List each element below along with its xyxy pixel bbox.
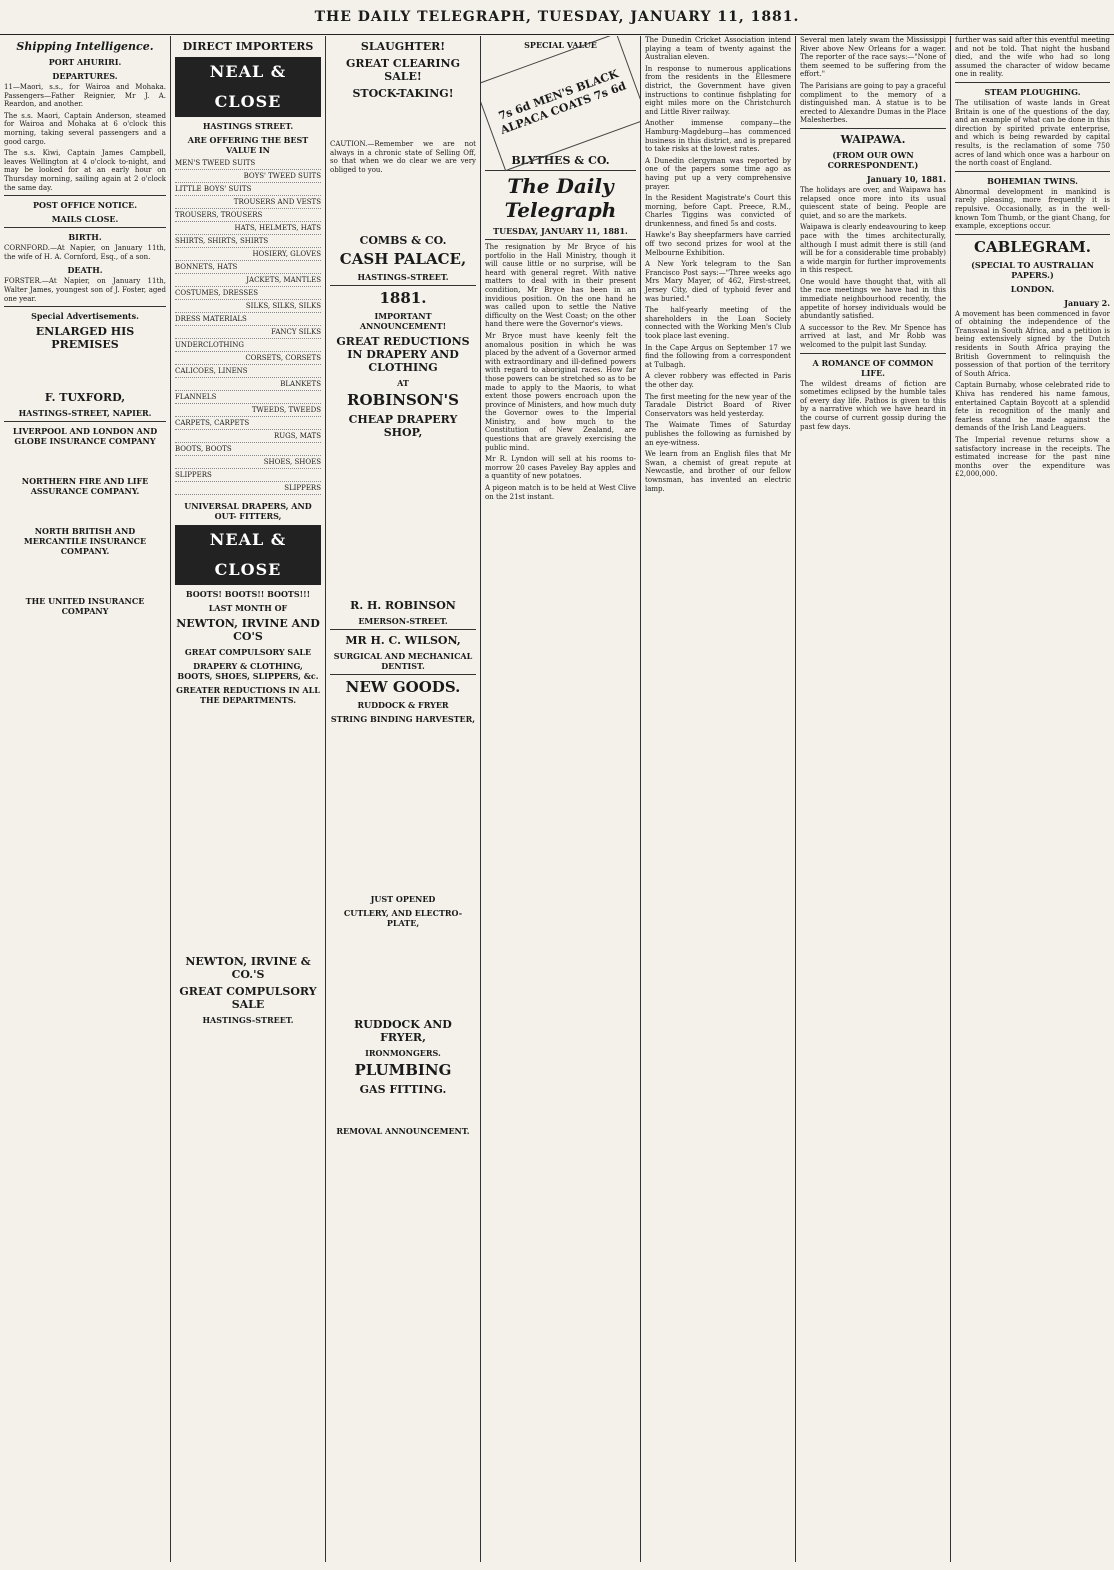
newspaper-title: The Daily Telegraph [504,174,617,222]
clearing: GREAT CLEARING SALE! [345,57,460,83]
compulsory-heading: GREAT COMPULSORY SALE [184,647,312,657]
column-cable [951,36,1114,1562]
paragraph: Hawke's Bay sheepfarmers have carried off two second prizes for wool at the Melbourne Exhibition. [645,231,791,257]
ad-item: FLANNELS [175,391,321,404]
column-ads [326,36,480,1562]
tuxford-name: F. TUXFORD, [44,391,126,405]
ad-item: TROUSERS AND VESTS [175,196,321,209]
paragraph: A New York telegram to the San Francisco Post says:—"Three weeks ago Mrs Mary Mayer, of 462, First-street, Jersey City, died of typhoid fever and was buried." [645,260,791,303]
united-heading: THE UNITED INSURANCE COMPANY [25,596,145,617]
waipawa-date: January 10, 1881. [866,173,946,184]
romance-heading: A ROMANCE OF COMMON LIFE. [812,357,934,378]
removal: REMOVAL ANNOUNCEMENT. [336,1126,470,1137]
last-month: LAST MONTH OF [208,603,288,613]
birth-heading: BIRTH. [68,232,102,243]
column-editorial [481,36,640,1562]
universal: UNIVERSAL DRAPERS, AND OUT- FITTERS, [184,501,312,521]
greater-heading: GREATER REDUCTIONS IN ALL THE DEPARTMENTS. [176,685,320,705]
mails-heading: MAILS CLOSE. [51,214,119,225]
ad-item: BLANKETS [175,378,321,391]
bohemian-heading: BOHEMIAN TWINS. [987,175,1078,186]
cablegram-heading: CABLEGRAM. [974,237,1091,256]
paragraph: Captain Burnaby, whose celebrated ride to Khiva has rendered his name famous, entertained Captain Boycott at a splendid fete in recognition of the manly and fearless stand he made against the demands of the Irish Land Leaguers. [955,381,1110,433]
paragraph: The Parisians are going to pay a graceful compliment to the memory of a distinguished man. A statue is to be erected to Alexandre Dumas in the Place Malesherbes. [800,81,946,125]
liverpool-heading: LIVERPOOL AND LONDON AND GLOBE INSURANCE COMPANY [12,426,158,447]
hs-footer: HASTINGS-STREET. [202,1015,294,1025]
items-list [175,157,321,495]
newton-heading-2: NEWTON, IRVINE & CO.'S [185,955,311,981]
boots-heading: BOOTS! BOOTS!! BOOTS!!! [185,589,311,599]
ad-item: HATS, HELMETS, HATS [175,222,321,235]
robinson: ROBINSON'S [347,391,459,410]
departures-heading: DEPARTURES. [52,71,118,81]
combs: COMBS & CO. [359,234,447,248]
paragraph: The first meeting for the new year of the Taradale District Board of River Conservators was held yesterday. [645,392,791,418]
paragraph: The holidays are over, and Waipawa has relapsed once more into its usual quiescent state of being. People are quiet, and so are the markets. [800,185,946,220]
paragraph: The half-yearly meeting of the shareholders in the Loan Society connected with the Working Men's Club took place last evening. [645,306,791,340]
paragraph: The resignation by Mr Bryce of his portfolio in the Hall Ministry, though it will cause little or no surprise, will be heard with general regret. With native matters to deal with in their present condition, Mr Bryce has been in an invidious position. On the one hand he was called upon to settle the Native difficulty on the West Coast; on the other hand there were the Governor's views. [485,243,636,329]
ad-item: TWEEDS, TWEEDS [175,404,321,417]
paragraph: Several men lately swam the Mississippi River above New Orleans for a wager. The reporter of the race says:—"None of them seemed to be suffering from the effort." [800,36,946,79]
harvester: STRING BINDING HARVESTER, [330,714,476,725]
ad-item: SLIPPERS [175,469,321,482]
tuxford-address: HASTINGS-STREET, NAPIER. [18,408,152,419]
neal-close-banner: NEAL & CLOSE [175,57,321,117]
at: AT [397,378,409,389]
cable-date: January 2. [1064,297,1110,308]
masthead: THE DAILY TELEGRAPH, TUESDAY, JANUARY 11, 1881. [0,0,1114,35]
cutlery: CUTLERY, AND ELECTRO-PLATE, [343,908,463,929]
paragraph: In the Resident Magistrate's Court this morning, before Capt. Preece, R.M., Charles Tiggins was convicted of drunkenness, and fined 5s and costs. [645,194,791,228]
plumbing: PLUMBING [354,1061,452,1080]
ad-item: SHIRTS, SHIRTS, SHIRTS [175,235,321,248]
paragraph: The wildest dreams of fiction are sometimes eclipsed by the humble tales of every day life. Pathos is given to this by a narrative which we have heard in the course of current gossip during the past few days. [800,379,946,431]
direct-importers: DIRECT IMPORTERS [182,40,314,53]
ad-item: JACKETS, MANTLES [175,274,321,287]
paragraph: Mr Bryce must have keenly felt the anomalous position in which he was placed by the advent of a Governor armed with extraordinary and ill-defined powers with regard to aboriginal races. How far those powers can be stretched so as to be made to apply to the Maoris, to what extent those powers encroach upon the province of Ministers, and how much duty the Governor owes to the Imperial Ministry, and how much to the Constitution of New Zealand, are questions that are gravely exercising the public mind. [485,331,636,452]
special-heading: (SPECIAL TO AUSTRALIAN PAPERS.) [971,259,1094,280]
important: IMPORTANT ANNOUNCEMENT! [359,311,447,332]
ad-item: CALICOES, LINENS [175,365,321,378]
london-heading: LONDON. [1010,283,1055,294]
ad-item: CARPETS, CARPETS [175,417,321,430]
nbm-heading: NORTH BRITISH AND MERCANTILE INSURANCE COMPANY. [23,526,147,557]
paragraph: A successor to the Rev. Mr Spence has arrived at last, and Mr Robb was welcomed to the pulpit last Sunday. [800,323,946,350]
special-value: SPECIAL VALUE [524,40,597,50]
birth-notice: CORNFORD.—At Napier, on January 11th, the wife of H. A. Cornford, Esq., of a son. [4,244,166,261]
northern-heading: NORTHERN FIRE AND LIFE ASSURANCE COMPANY. [21,476,149,497]
ironmongers: IRONMONGERS. [365,1048,441,1059]
emerson: EMERSON-STREET. [358,616,448,627]
ad-item: LITTLE BOYS' SUITS [175,183,321,196]
dentist: SURGICAL AND MECHANICAL DENTIST. [333,651,473,672]
newton-heading: NEWTON, IRVINE AND CO'S [176,617,320,643]
death-heading: DEATH. [67,265,103,276]
column-shipping [0,36,170,1562]
slaughter: SLAUGHTER! [360,40,446,53]
ad-item: DRESS MATERIALS [175,313,321,326]
paragraph: We learn from an English files that Mr Swan, a chemist of great repute at Newcastle, and brother of our fellow townsman, has invented an electric lamp. [645,450,791,493]
hstreet: HASTINGS-STREET. [357,272,449,283]
ad-item: HOSIERY, GLOVES [175,248,321,261]
alpaca-coats-stamp: 7s 6d MEN'S BLACK ALPACA COATS 7s 6d [481,36,640,171]
ad-item: COSTUMES, DRESSES [175,287,321,300]
paragraph: The Dunedin Cricket Association intend playing a team of twenty against the Australian eleven. [645,36,791,62]
column-neal-close [171,36,325,1562]
paragraph: In response to numerous applications from the residents in the Ellesmere district, the Government have given instructions to continue fishplating for eight miles more on the Christchurch and Little River railway. [645,64,791,116]
neal-close-banner-2: NEAL & CLOSE [175,525,321,585]
gcs-heading: GREAT COMPULSORY SALE [179,985,317,1011]
port-heading: PORT AHURIRI. [48,57,122,67]
ad-item: MEN'S TWEED SUITS [175,157,321,170]
paragraph: A Dunedin clergyman was reported by one of the papers some time ago as having put up a very comprehensive prayer. [645,156,791,191]
reductions: GREAT REDUCTIONS IN DRAPERY AND CLOTHING [336,335,470,375]
blythes: BLYTHES & CO. [511,154,610,167]
ad-item: SILKS, SILKS, SILKS [175,300,321,313]
issue-date: TUESDAY, JANUARY 11, 1881. [493,226,628,236]
cash-palace: CASH PALACE, [339,250,467,269]
waipawa-heading: WAIPAWA. [840,132,906,146]
enlarged-heading: ENLARGED HIS PREMISES [35,325,135,352]
ruddock: RUDDOCK & FRYER [357,700,449,711]
special-ads-heading: Special Advertisements. [31,311,139,322]
correspondent: (FROM OUR OWN CORRESPONDENT.) [827,149,919,170]
paragraph: Mr R. Lyndon will sell at his rooms to-morrow 20 cases Paveley Bay apples and a quantity of new potatoes. [485,455,636,481]
post-office-heading: POST OFFICE NOTICE. [32,200,138,211]
paragraph: One would have thought that, with all the race meetings we have had in this immediate neighbourhood recently, the appetite of horsey individuals would be abundantly satisfied. [800,277,946,321]
column-news [641,36,795,1562]
new-goods: NEW GOODS. [345,678,461,697]
shipping-heading: Shipping Intelligence. [16,40,154,53]
ad-item: SLIPPERS [175,482,321,495]
paragraph: A movement has been commenced in favor of obtaining the independence of the Transvaal in South Africa, and a petition is being extensively signed by the Dutch residents in South Africa praying the British Government to relinquish the possession of that portion of the territory of South Africa. [955,309,1110,378]
ad-item: BOYS' TWEED SUITS [175,170,321,183]
paragraph: 11—Maori, s.s., for Wairoa and Mohaka. Passengers—Father Reignier, Mr J. A. Reardon, and another. [4,83,166,109]
wilson: MR H. C. WILSON, [345,634,461,648]
paragraph: The Imperial revenue returns show a satisfactory increase in the receipts. The estimated increase for the past nine months over the expenditure was £2,000,000. [955,436,1110,479]
paragraph: The utilisation of waste lands in Great Britain is one of the questions of the day, and an example of what can be done in this direction by spirited private enterprise, and which is being rewarded by capital results, is the reclamation of some 750 acres of land which once was a harbour on the north coast of England. [955,98,1110,168]
offering: ARE OFFERING THE BEST VALUE IN [187,135,309,155]
stock: STOCK-TAKING! [352,87,454,100]
paragraph: Waipawa is clearly endeavouring to keep pace with the times architecturally, although I must admit there is still (and will be for a considerable time probably) a wide margin for further improvements in this respect. [800,223,946,275]
paragraph: further was said after this eventful meeting and not be told. That night the husband died, and the wife who had so long assumed the character of widow became one in reality. [955,36,1110,79]
steam-heading: STEAM PLOUGHING. [984,86,1081,97]
year: 1881. [379,289,427,308]
paragraph: Abnormal development in mankind is rarely pleasing, more frequently it is repulsive. Occasionally, as in the well-known Tom Thumb, or the giant Chang, for example, exceptions occur. [955,187,1110,231]
paragraph: A pigeon match is to be held at West Clive on the 21st instant. [485,484,636,501]
gas-fitting: GAS FITTING. [359,1083,447,1097]
ad-item: TROUSERS, TROUSERS [175,209,321,222]
column-waipawa [796,36,950,1562]
paragraph: A clever robbery was effected in Paris the other day. [645,372,791,389]
hastings-street: HASTINGS STREET. [202,121,294,131]
paragraph: The Waimate Times of Saturday publishes the following as furnished by an eye-witness. [645,421,791,447]
ruddock-fryer: RUDDOCK AND FRYER, [354,1018,452,1045]
just-opened: JUST OPENED [370,894,436,905]
paragraph: The s.s. Maori, Captain Anderson, steamed for Wairoa and Mohaka at 6 o'clock this morning, taking several passengers and a good cargo. [4,111,166,146]
ad-item: BOOTS, BOOTS [175,443,321,456]
ad-item: SHOES, SHOES [175,456,321,469]
paragraph: In the Cape Argus on September 17 we find the following from a correspondent at Tulbagh. [645,343,791,369]
paragraph: Another immense company—the Hamburg-Magdeburg—has commenced business in this district, and is prepared to take risks at the lowest rates. [645,119,791,154]
ad-item: BONNETS, HATS [175,261,321,274]
paragraph: The s.s. Kiwi, Captain James Campbell, leaves Wellington at 4 o'clock to-night, and may be looked for at an early hour on Thursday morning, sailing again at 2 o'clock the same day. [4,149,166,192]
cheap: CHEAP DRAPERY SHOP, [348,413,458,440]
death-notice: FORSTER.—At Napier, on January 11th, Walter James, youngest son of J. Foster, aged one year. [4,277,166,303]
caution: CAUTION.—Remember we are not always in a chronic state of Selling Off, so that when we do clear we are very obliged to you. [330,140,476,174]
drapery-heading: DRAPERY & CLOTHING, BOOTS, SHOES, SLIPPERS, &c. [177,661,319,681]
ad-item: FANCY SILKS [175,326,321,339]
ad-item: RUGS, MATS [175,430,321,443]
rh-robinson: R. H. ROBINSON [350,599,456,613]
ad-item: UNDERCLOTHING [175,339,321,352]
ad-item: CORSETS, CORSETS [175,352,321,365]
